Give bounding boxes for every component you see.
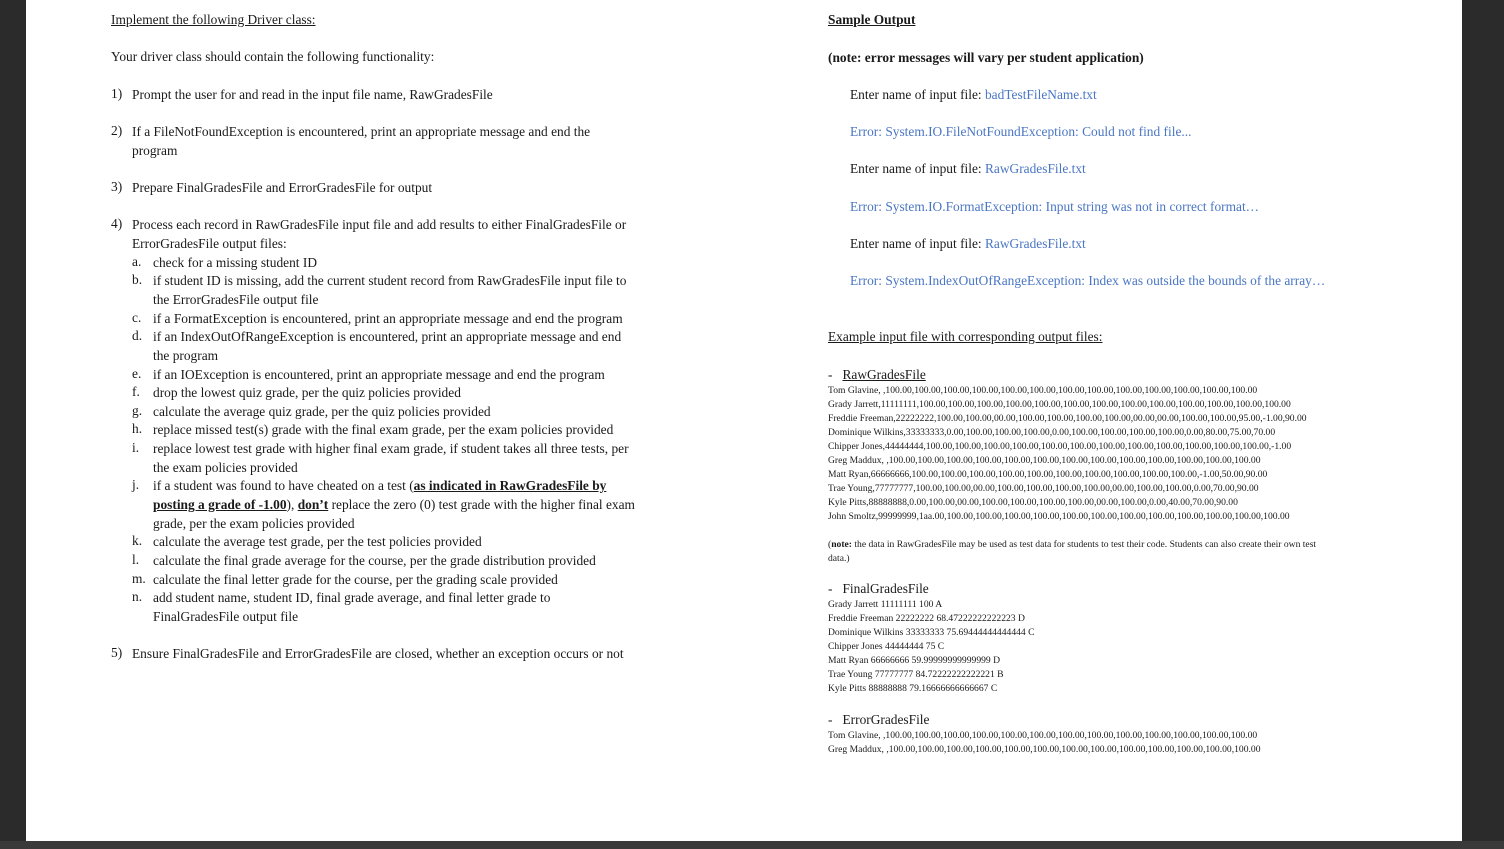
- document-page: Implement the following Driver class: Your driver class should contain the following functionality: 1) Prompt the user for and read in the input file name, RawGradesFile 2) If a FileNotFoundException is encountered, print an appropriate message and end the program 3) Prepare FinalGradesFile and ErrorGradesFile for output 4) Process each record in RawGradesFile input file and add results to either FinalGradesFile or ErrorGradesFile output files: a. check for a missing student ID b. if student ID is missing, add the current student record from RawGradesFile input file to the ErrorGradesFile output file c. if a FormatException is encountered, print an appropriate message and end the program d. if an IndexOutOfRangeException is encountered, print an appropriate message and end the program e. if an IOException is encountered, print an appropriate message and end the program f. drop the lowest quiz grade, per the quiz policies provided g. calculate the average quiz grade, per the quiz policies provided h. replace missed test(s) grade with the final exam grade, per the exam policies provided i. replace lowest test grade with higher final exam grade, if student takes all three tests, per the exam policies provided j. if a student was found to have cheated on a test (as indicated in RawGradesFile by posting a grade of -1.00), don’t replace the zero (0) test grade with the higher final exam grade, per the exam policies provided k. calculate the average test grade, per the test policies provided l. calculate the final grade average for the course, per the grade distribution provided m. calculate the final letter grade for the course, per the grading scale provided n. add student name, student ID, final grade average, and final letter grade to FinalGradesFile output file 5) Ensure FinalGradesFile and ErrorGradesFile are closed, whether an exception occurs or not Sample Output (note: error messages will vary per student application) Enter name of input file: badTestFileName.txt Error: System.IO.FileNotFoundException: Could not find file... Enter name of input file: RawGradesFile.txt Error: System.IO.FormatException: Input string was not in correct format… Enter name of input file: RawGradesFile.txt Error: System.IndexOutOfRangeException: Index was outside the bounds of the array… Example input file with corresponding output files: - RawGradesFile Tom Glavine, ,100.00,100.00,100.00,100.00,100.00,100.00,100.00,100.00,100.00,100.00,100.00,100.00,100.00 Grady Jarrett,11111111,100.00,100.00,100.00,100.00,100.00,100.00,100.00,100.00,100.00,100.00,100.00,100.00,100.00 Freddie Freeman,22222222,100.00,100.00,00.00,100.00,100.00,100.00,100.00,00.00,00.00,100.00,100.00,95.00,-1.00,90.00 Dominique Wilkins,33333333,0.00,100.00,100.00,100.00,0.00,100.00,100.00,100.00,100.00,0.00,80.00,75.00,70.00 Chipper Jones,44444444,100.00,100.00,100.00,100.00,100.00,100.00,100.00,100.00,100.00,100.00,100.00,100.00,-1.00 Greg Maddux, ,100.00,100.00,100.00,100.00,100.00,100.00,100.00,100.00,100.00,100.00,100.00,100.00,100.00 Matt Ryan,66666666,100.00,100.00,100.00,100.00,100.00,100.00,100.00,100.00,100.00,100.00,-1.00,50.00,90.00 Trae Young,77777777,100.00,100.00,00.00,100.00,100.00,100.00,100.00,00.00,100.00,100.00,0.00,70.00,90.00 Kyle Pitts,88888888,0.00,100.00,00.00,100.00,100.00,100.00,100.00,00.00,100.00,0.00,40.00,70.00,90.00 John Smoltz,99999999,1aa.00,100.00,100.00,100.00,100.00,100.00,100.00,100.00,100.00,100.00,100.00,100.00,100.00 (note: the data in RawGradesFile may be used as test data for students to test their code. Students can also create their own test data.) - FinalGradesFile Grady Jarrett 11111111 100 A Freddie Freeman 22222222 68.47222222222223 D Dominique Wilkins 33333333 75.69444444444444 C Chipper Jones 44444444 75 C Matt Ryan 66666666 59.99999999999999 D Trae Young 77777777 84.72222222222221 B Kyle Pitts 88888888 79.16666666666667 C - ErrorGradesFile Tom Glavine, ,100.00,100.00,100.00,100.00,100.00,100.00,100.00,100.00,100.00,100.00,100.00,100.00,100.00 Greg Maddux, ,100.00,100.00,100.00,100.00,100.00,100.00,100.00,100.00,100.00,100.00,100.00,100.00,100.00: [26, 0, 1462, 841]
- list-item: Freddie Freeman 22222222 68.47222222222223 D: [828, 613, 1025, 624]
- list-item: Grady Jarrett,11111111,100.00,100.00,100.00,100.00,100.00,100.00,100.00,100.00,100.00,100.00,100.00,100.00,100.00: [828, 399, 1291, 410]
- list-item: Matt Ryan 66666666 59.99999999999999 D: [828, 655, 1001, 666]
- console-line: Enter name of input file: RawGradesFile.txt: [850, 161, 1086, 176]
- sample-note: (note: error messages will vary per student application): [828, 50, 1144, 65]
- cheat-emphasis: as indicated in RawGradesFile by: [413, 478, 607, 493]
- driver-heading: Implement the following Driver class:: [111, 12, 316, 27]
- intro-text: Your driver class should contain the following functionality:: [111, 49, 435, 64]
- window-bottom-edge: [0, 841, 1504, 849]
- list-item: Greg Maddux, ,100.00,100.00,100.00,100.00,100.00,100.00,100.00,100.00,100.00,100.00,100.00,100.00,100.00: [828, 744, 1261, 755]
- sample-output-heading: Sample Output: [828, 12, 916, 27]
- list-item: Greg Maddux, ,100.00,100.00,100.00,100.00,100.00,100.00,100.00,100.00,100.00,100.00,100.00,100.00,100.00: [828, 455, 1261, 466]
- list-item: Tom Glavine, ,100.00,100.00,100.00,100.00,100.00,100.00,100.00,100.00,100.00,100.00,100.00,100.00,100.00: [828, 385, 1258, 396]
- example-heading: Example input file with corresponding output files:: [828, 329, 1103, 344]
- console-error: Error: System.IndexOutOfRangeException: Index was outside the bounds of the array…: [850, 273, 1326, 288]
- list-item: Grady Jarrett 11111111 100 A: [828, 599, 943, 610]
- list-item: Chipper Jones 44444444 75 C: [828, 641, 945, 652]
- list-item: Trae Young,77777777,100.00,100.00,00.00,100.00,100.00,100.00,100.00,00.00,100.00,100.00,0.00,70.00,90.00: [828, 483, 1259, 494]
- console-error: Error: System.IO.FormatException: Input string was not in correct format…: [850, 199, 1260, 214]
- list-item: Matt Ryan,66666666,100.00,100.00,100.00,100.00,100.00,100.00,100.00,100.00,100.00,100.00,-1.00,50.00,90.00: [828, 469, 1268, 480]
- console-line: Enter name of input file: RawGradesFile.txt: [850, 236, 1086, 251]
- data-note: (note: the data in RawGradesFile may be used as test data for students to test their code. Students can also create their own test: [828, 539, 1317, 550]
- raw-file-title: - RawGradesFile: [828, 367, 926, 382]
- list-item: Kyle Pitts,88888888,0.00,100.00,00.00,100.00,100.00,100.00,100.00,00.00,100.00,0.00,40.00,70.00,90.00: [828, 497, 1238, 508]
- list-item: Tom Glavine, ,100.00,100.00,100.00,100.00,100.00,100.00,100.00,100.00,100.00,100.00,100.00,100.00,100.00: [828, 730, 1258, 741]
- console-error: Error: System.IO.FileNotFoundException: Could not find file...: [850, 124, 1192, 139]
- list-item: Trae Young 77777777 84.72222222222221 B: [828, 669, 1004, 680]
- list-item: Kyle Pitts 88888888 79.16666666666667 C: [828, 683, 998, 694]
- dont-emphasis: don’t: [297, 497, 329, 512]
- list-item: Chipper Jones,44444444,100.00,100.00,100.00,100.00,100.00,100.00,100.00,100.00,100.00,100.00,100.00,100.00,-1.00: [828, 441, 1292, 452]
- list-item: Freddie Freeman,22222222,100.00,100.00,00.00,100.00,100.00,100.00,100.00,00.00,00.00,100.00,100.00,95.00,-1.00,90.00: [828, 413, 1307, 424]
- list-item: John Smoltz,99999999,1aa.00,100.00,100.00,100.00,100.00,100.00,100.00,100.00,100.00,100.00,100.00,100.00,100.00: [828, 511, 1290, 522]
- console-line: Enter name of input file: badTestFileName.txt: [850, 87, 1097, 102]
- error-file-title: - ErrorGradesFile: [828, 712, 930, 727]
- list-item: Dominique Wilkins 33333333 75.69444444444444 C: [828, 627, 1035, 638]
- list-item: Dominique Wilkins,33333333,0.00,100.00,100.00,100.00,0.00,100.00,100.00,100.00,100.00,0.00,80.00,75.00,70.00: [828, 427, 1276, 438]
- final-file-title: - FinalGradesFile: [828, 581, 929, 596]
- grade-emphasis: posting a grade of -1.00: [153, 497, 287, 512]
